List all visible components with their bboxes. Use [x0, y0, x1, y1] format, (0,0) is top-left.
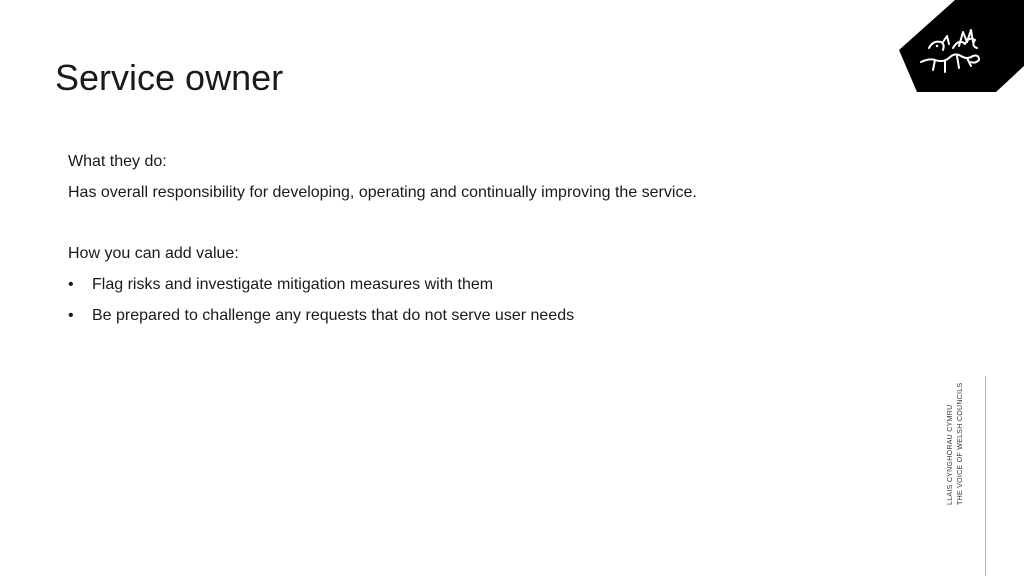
welsh-dragon-logo: [899, 0, 1024, 92]
what-text: Has overall responsibility for developing, operating and continually improving the service.: [68, 184, 697, 201]
logo-background: [899, 0, 1024, 92]
slide-title: Service owner: [55, 57, 284, 98]
vertical-divider: [985, 376, 986, 576]
list-item: [68, 275, 868, 295]
how-heading: How you can add value:: [68, 245, 239, 262]
list-item-text: Be prepared to challenge any requests that do not serve user needs: [92, 307, 575, 324]
slide-body: [68, 152, 868, 337]
org-name-vertical: [946, 375, 966, 505]
spacer: [68, 214, 868, 244]
list-item-text: Flag risks and investigate mitigation measures with them: [92, 276, 494, 293]
list-item: [68, 306, 868, 326]
bullet-icon: •: [68, 276, 74, 293]
bullet-icon: •: [68, 307, 74, 324]
org-name-welsh: LLAIS CYNGHORAU CYMRU: [947, 404, 954, 505]
org-name-english: THE VOICE OF WELSH COUNCILS: [957, 382, 964, 505]
value-list: [68, 275, 868, 326]
what-heading: What they do:: [68, 153, 167, 170]
